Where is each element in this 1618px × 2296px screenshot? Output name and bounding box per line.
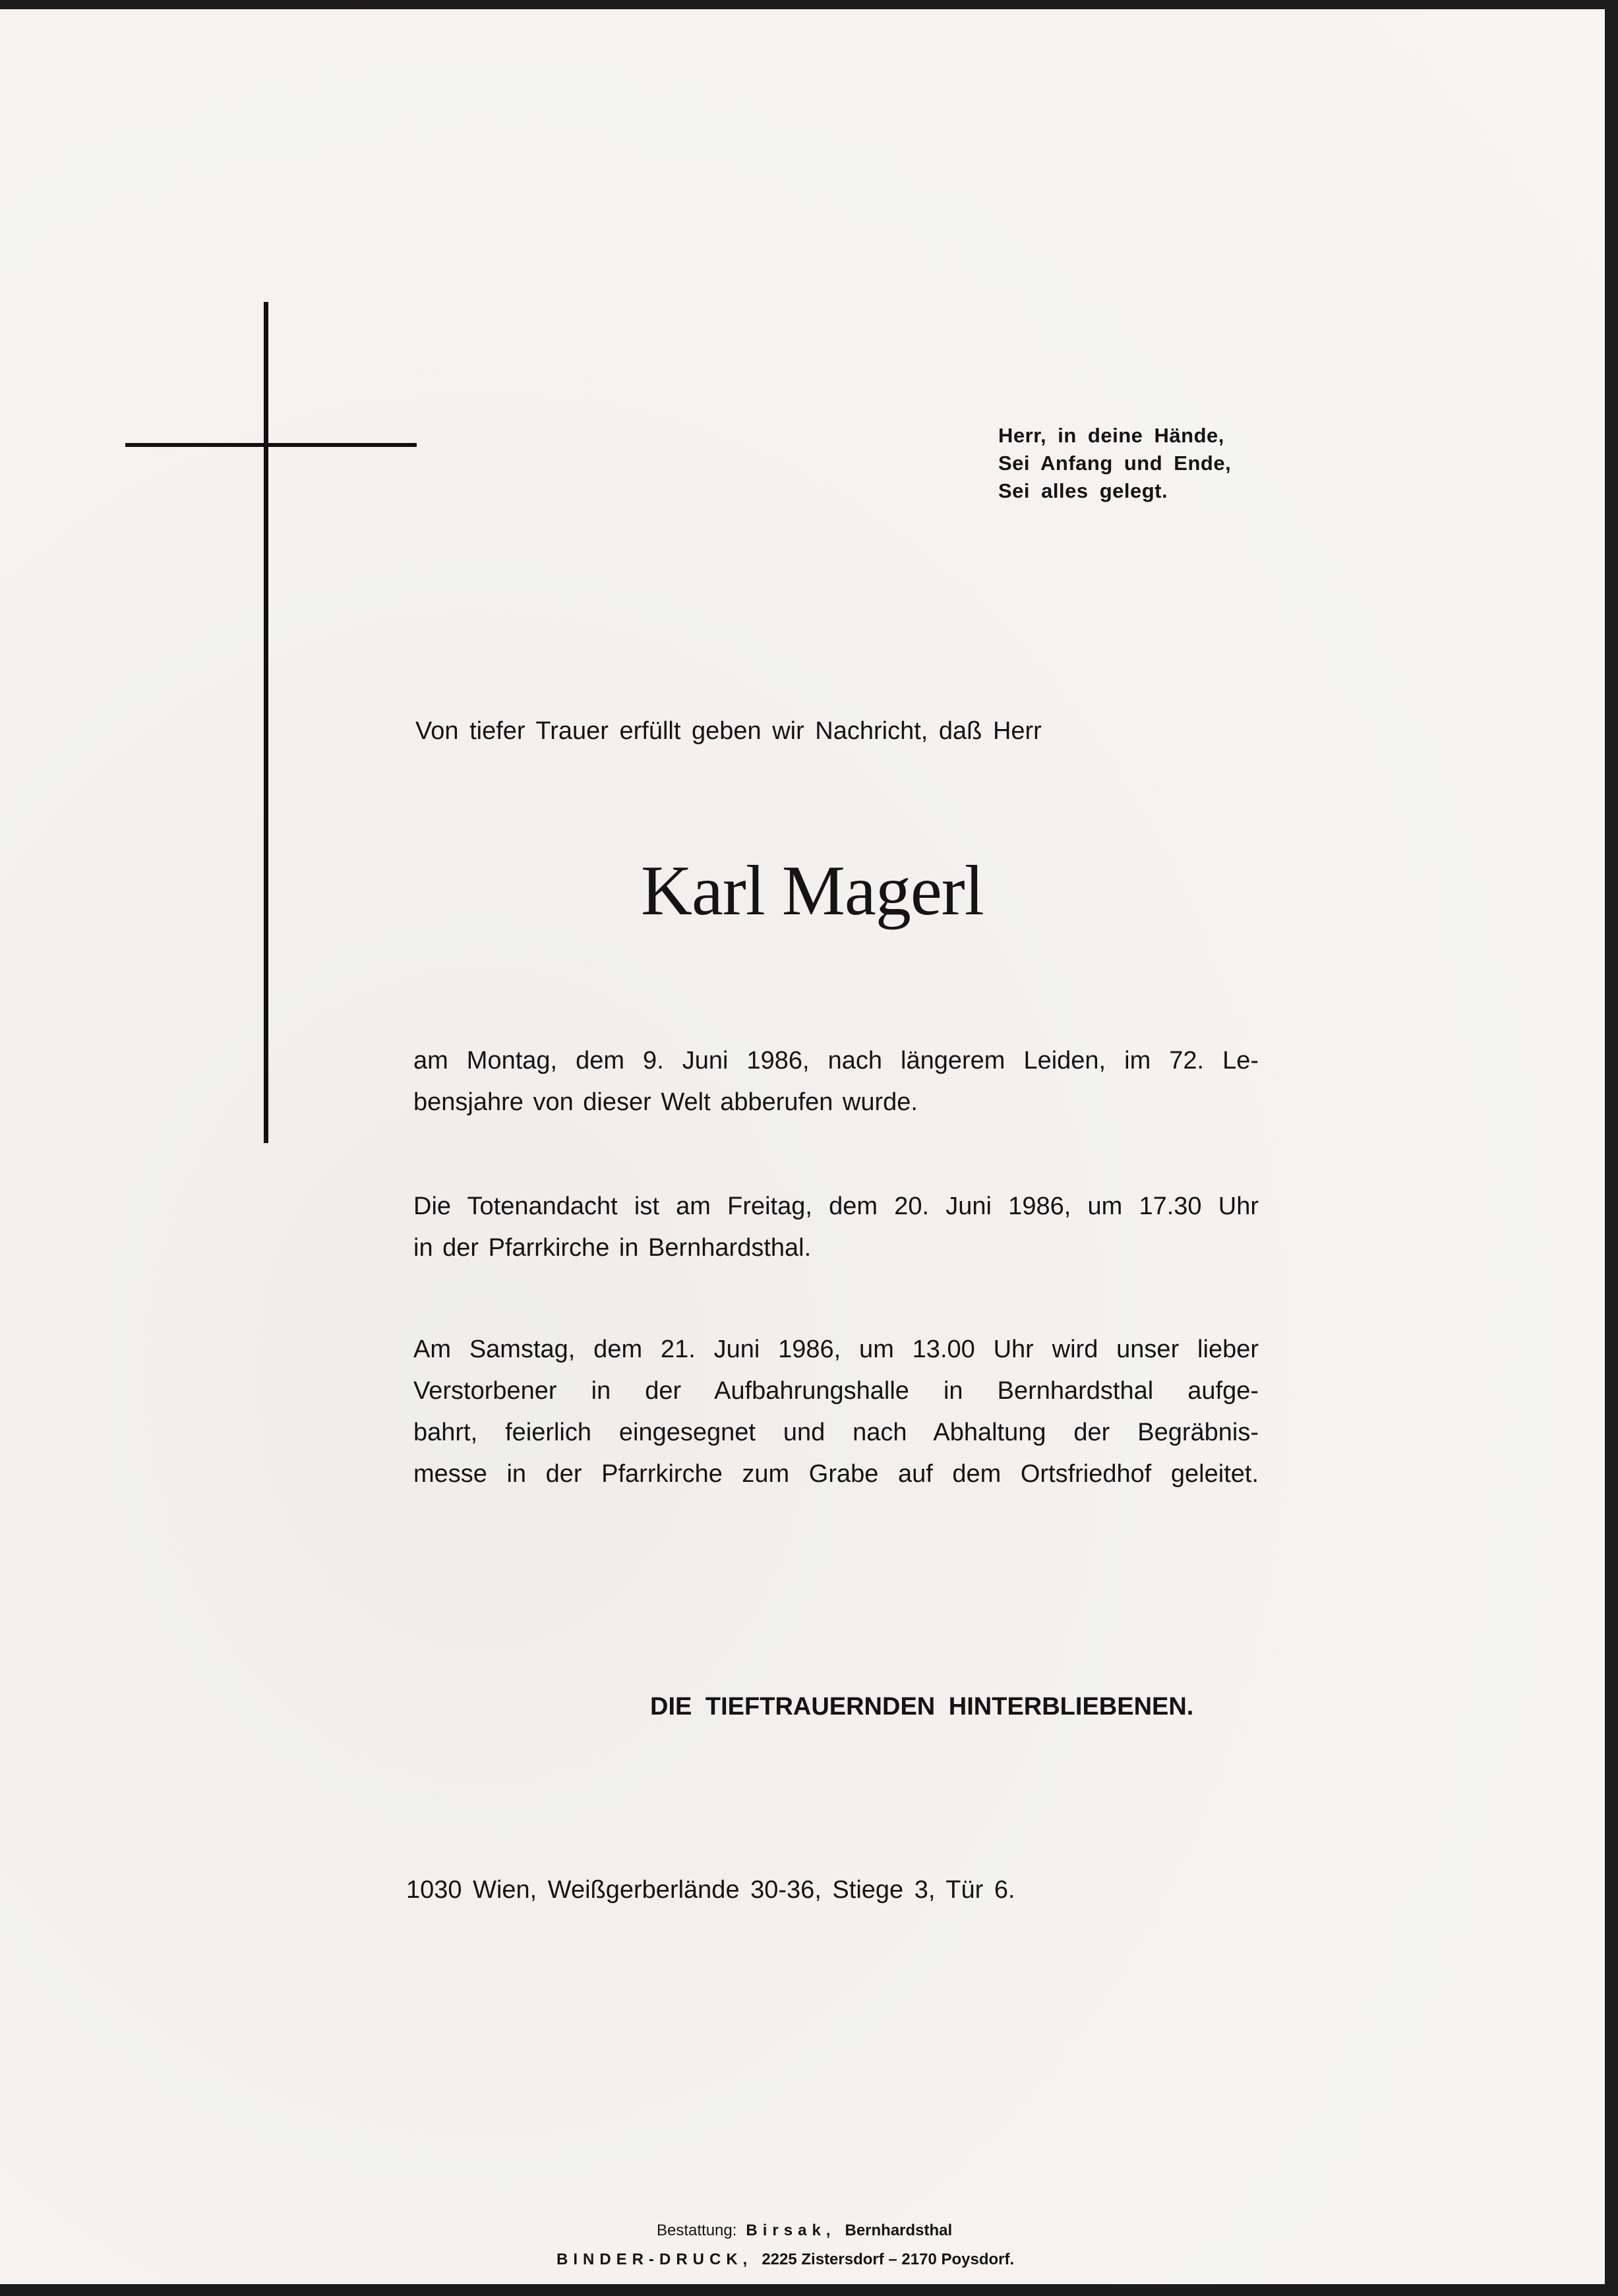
mourners-signature: DIE TIEFTRAUERNDEN HINTERBLIEBENEN.: [650, 1693, 1194, 1721]
paragraph-line: Die Totenandacht ist am Freitag, dem 20. Juni 1986, um 17.30 Uhr: [413, 1192, 1259, 1220]
scan-border-right: [1605, 0, 1618, 2296]
funeral-home-place: Bernhardsthal: [845, 2222, 953, 2239]
paragraph-line: Verstorbener in der Aufbahrungshalle in Bernhardsthal aufge-: [413, 1377, 1259, 1405]
verse-line: Sei Anfang und Ende,: [998, 452, 1232, 475]
scan-border-top: [0, 0, 1618, 9]
paragraph-line: Am Samstag, dem 21. Juni 1986, um 13.00 Uhr wird unser lieber: [413, 1336, 1259, 1363]
obituary-sheet: [0, 9, 1605, 2285]
printer-credit: [556, 2251, 1014, 2269]
paragraph-line: bahrt, feierlich eingesegnet und nach Abhaltung der Begräbnis-: [413, 1419, 1259, 1446]
cross-horizontal-bar: [125, 443, 417, 447]
vigil-paragraph: [413, 1186, 1259, 1269]
announcement-intro: Von tiefer Trauer erfüllt geben wir Nachricht, daß Herr: [415, 717, 1042, 745]
verse-line: Sei alles gelegt.: [998, 479, 1168, 502]
paragraph-line: bensjahre von dieser Welt abberufen wurde.: [413, 1088, 918, 1116]
death-paragraph: [413, 1040, 1259, 1123]
cross-vertical-bar: [264, 302, 268, 1143]
funeral-home-credit: [657, 2222, 952, 2240]
paragraph-line: in der Pfarrkirche in Bernhardsthal.: [413, 1234, 812, 1262]
deceased-name: Karl Magerl: [641, 852, 984, 930]
printer-name: BINDER-DRUCK,: [556, 2251, 753, 2268]
verse-line: Herr, in deine Hände,: [998, 424, 1224, 447]
paragraph-line: am Montag, dem 9. Juni 1986, nach längerem Leiden, im 72. Le-: [413, 1047, 1259, 1074]
printer-locations: 2225 Zistersdorf – 2170 Poysdorf.: [762, 2251, 1015, 2268]
funeral-home-name: Birsak,: [746, 2222, 836, 2239]
funeral-label: Bestattung:: [657, 2222, 737, 2239]
scan-border-bottom: [0, 2284, 1618, 2296]
verse-block: [998, 422, 1231, 505]
family-address: 1030 Wien, Weißgerberlände 30-36, Stiege 3, Tür 6.: [406, 1876, 1015, 1904]
paragraph-line: messe in der Pfarrkirche zum Grabe auf dem Ortsfriedhof geleitet.: [413, 1460, 1259, 1488]
funeral-paragraph: [413, 1329, 1259, 1495]
